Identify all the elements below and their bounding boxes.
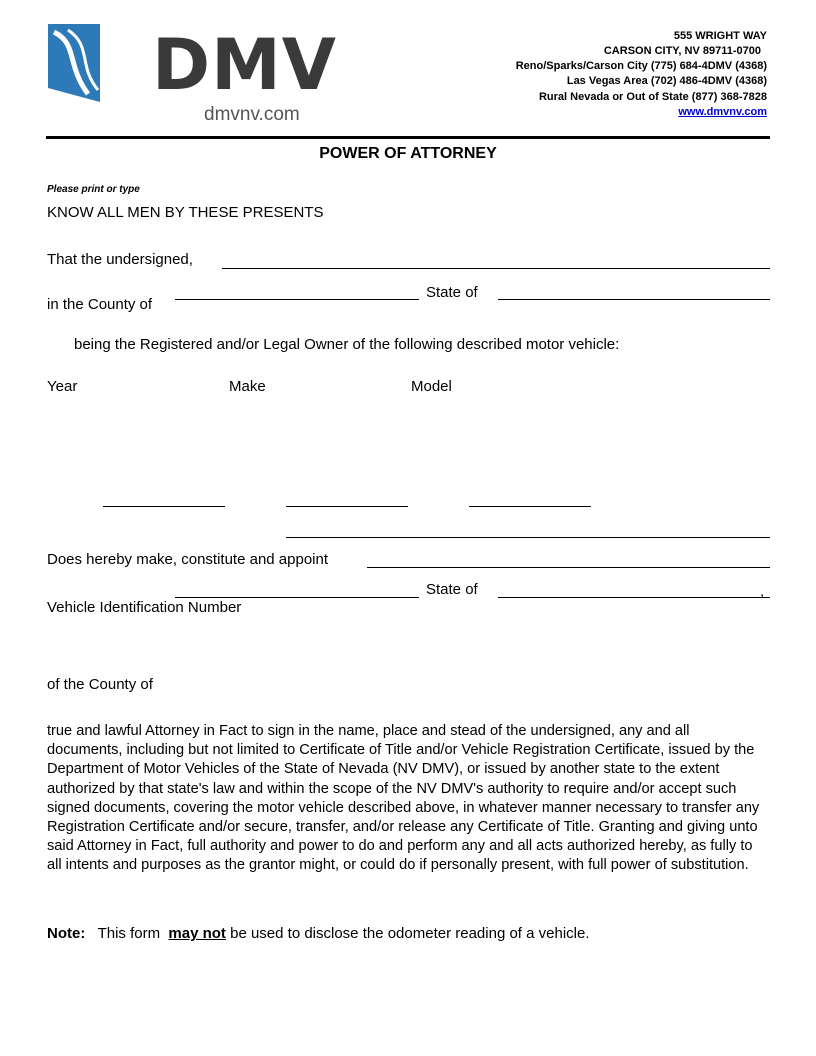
note-label: Note: (47, 925, 86, 942)
brand-url: dmvnv.com (204, 104, 300, 125)
address-line-1: 555 WRIGHT WAY (673, 30, 767, 42)
road-icon (48, 24, 100, 102)
undersigned-name-field[interactable] (222, 268, 770, 269)
opening-statement: KNOW ALL MEN BY THESE PRESENTS (47, 204, 324, 221)
county-label-2: of the County of (47, 676, 153, 693)
note-pre: This form (97, 925, 161, 942)
authority-paragraph: true and lawful Attorney in Fact to sign in the name, place and stead of the undersigned, any and all documents, including but not limited to Certificate of Title and/or Vehicle Registration Certificate, issued by the Department of Motor Vehicles of the State of Nevada (NV DMV), or issued by another state to the extent authorized by that state's law and within the scope of the NV DMV's authority to require and/or accept such signed documents, covering the motor vehicle described above, in whatever manner necessary to transfer any Registration Certificate and/or secure, transfer, and/or release any Certificate of Title. Granting and giving unto said Attorney in Fact, full authority and power to do and perform any and all acts authorized hereby, as fully to all intents and purposes as the grantor might, or could do if personally present, with full power of substitution. (47, 723, 760, 874)
owner-statement: being the Registered and/or Legal Owner of the following described motor vehicle: (74, 336, 620, 353)
website-link[interactable]: www.dmvnv.com (678, 106, 767, 118)
dmv-logo (48, 22, 337, 125)
county-label: in the County of (47, 296, 153, 313)
note-emphasis: may not (168, 925, 226, 942)
comma: , (760, 583, 765, 600)
form-title: POWER OF ATTORNEY (319, 145, 497, 162)
address-line-2: CARSON CITY, NV 89711-0700 (603, 45, 761, 57)
print-note: Please print or type (47, 184, 140, 195)
phone-rural: Rural Nevada or Out of State (877) 368-7828 (538, 91, 767, 103)
model-field[interactable] (469, 506, 591, 507)
attorney-name-field[interactable] (367, 567, 770, 568)
attorney-state-field[interactable] (498, 597, 770, 598)
phone-reno: Reno/Sparks/Carson City (775) 684-4DMV (4368) (515, 60, 767, 72)
note-post: be used to disclose the odometer reading of a vehicle. (230, 925, 590, 942)
state-label-2: State of (426, 581, 478, 598)
year-field[interactable] (103, 506, 225, 507)
vin-field[interactable] (286, 537, 770, 538)
attorney-county-field[interactable] (175, 597, 419, 598)
state-label: State of (426, 284, 478, 301)
make-label: Make (229, 378, 266, 395)
undersigned-label: That the undersigned, (47, 251, 193, 268)
header-divider (46, 136, 770, 139)
vin-label: Vehicle Identification Number (47, 599, 242, 616)
appoint-label: Does hereby make, constitute and appoint (47, 551, 329, 568)
county-field[interactable] (175, 299, 419, 300)
make-field[interactable] (286, 506, 408, 507)
brand-text: DMV (152, 24, 337, 106)
phone-las-vegas: Las Vegas Area (702) 486-4DMV (4368) (566, 75, 767, 87)
odometer-note (47, 925, 590, 942)
model-label: Model (411, 378, 452, 395)
state-field[interactable] (498, 299, 770, 300)
year-label: Year (47, 378, 78, 395)
